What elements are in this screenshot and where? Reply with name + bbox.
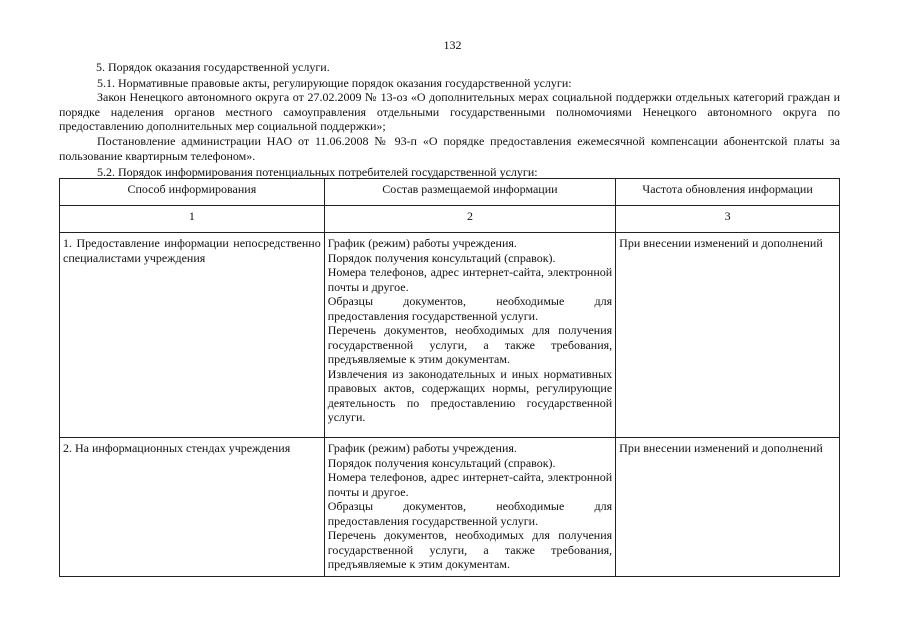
content-item: Порядок получения консультаций (справок). [327,455,556,470]
frequency-cell: При внесении изменений и дополнений [616,438,840,577]
method-cell: 2. На информационных стендах учреждения [60,438,325,577]
table-number-row [60,206,840,233]
frequency-cell: При внесении изменений и дополнений [616,233,840,438]
table-header-row [60,179,840,206]
header-frequency: Частота обновления информации [616,179,840,206]
content-item: Образцы документов, необходимые для предоставления государственной услуги. [327,499,613,528]
content-item: Номера телефонов, адрес интернет-сайта, электронной почты и другое. [327,265,613,294]
content-item: График (режим) работы учреждения. [327,236,517,250]
content-item: График (режим) работы учреждения. [327,441,517,455]
page-number: 132 [443,38,462,52]
table-row [60,438,840,577]
content-item: Перечень документов, необходимых для получения государственной услуги, а также требования, предъявляемые к этим документам. [327,323,613,366]
subsection-5-1: 5.1. Нормативные правовые акты, регулирующие порядок оказания государственной услуги: [97,76,572,90]
method-cell: 1. Предоставление информации непосредственно специалистами учреждения [60,233,325,438]
content-item: Образцы документов, необходимые для предоставления государственной услуги. [327,294,613,323]
column-number: 1 [60,206,325,233]
law-reference: Закон Ненецкого автономного округа от 27.02.2009 № 13-оз «О дополнительных мерах социальной поддержки отдельных категорий граждан и порядке наделения органов местного самоуправления отдельными государственными полномочиями Ненецкого автономного округа по предоставлению дополнительных мер социальной поддержки»; [59,90,840,133]
column-number: 3 [616,206,840,233]
content-item: Порядок получения консультаций (справок). [327,250,556,265]
content-cell [324,233,615,438]
content-item: Перечень документов, необходимых для получения государственной услуги, а также требования, предъявляемые к этим документам. [327,528,613,571]
column-number: 2 [324,206,615,233]
table-row [60,233,840,438]
subsection-5-2: 5.2. Порядок информирования потенциальных потребителей государственной услуги: [97,165,538,179]
content-cell [324,438,615,577]
content-item: Извлечения из законодательных и иных нормативных правовых актов, содержащих нормы, регулирующие деятельность по предоставлению государственной услуги. [327,366,613,424]
header-content: Состав размещаемой информации [324,179,615,206]
informing-table [59,178,840,577]
header-method: Способ информирования [60,179,325,206]
section-title: 5. Порядок оказания государственной услуги. [96,60,330,74]
decree-reference: Постановление администрации НАО от 11.06.2008 № 93-п «О порядке предоставления ежемесячной компенсации абонентской платы за пользование квартирным телефоном». [59,134,840,163]
content-item: Номера телефонов, адрес интернет-сайта, электронной почты и другое. [327,470,613,499]
